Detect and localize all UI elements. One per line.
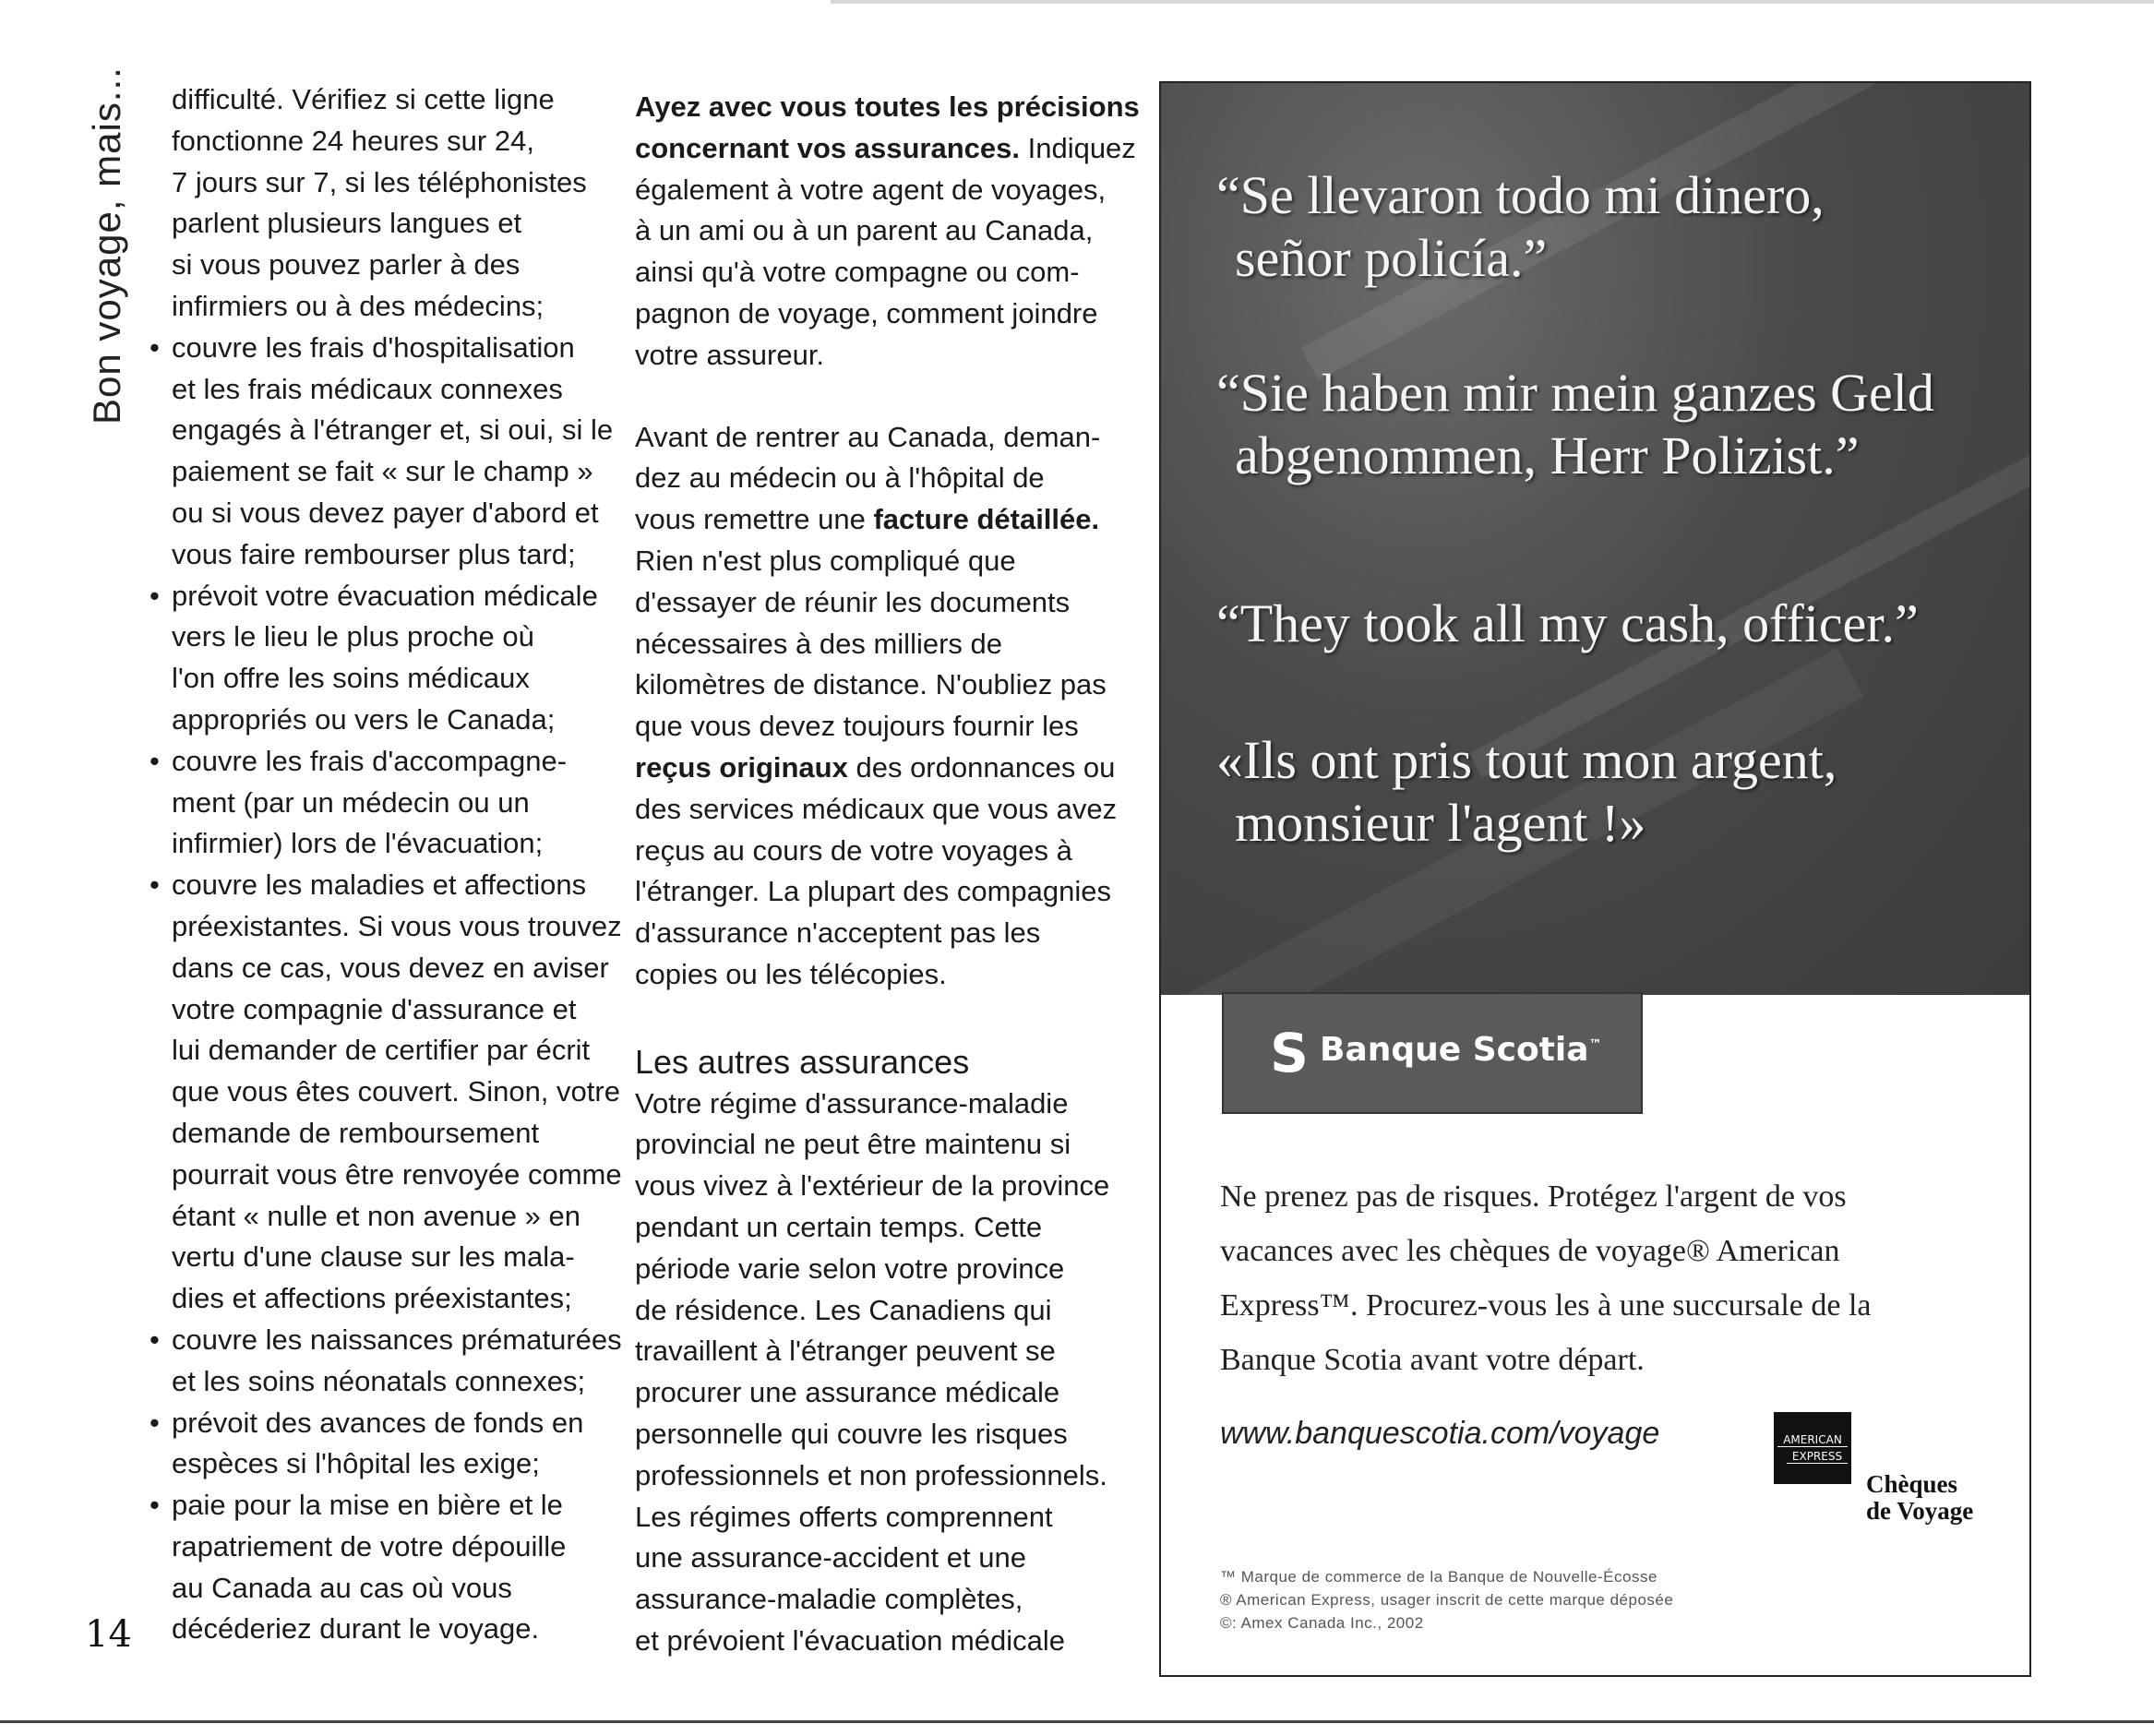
list-item-text: vers le lieu le plus proche où [172,620,534,653]
text-line [635,541,1064,582]
list-item-text: pourrait vous être renvoyée comme [172,1157,622,1191]
text-line: une assurance-accident et une [635,1541,1026,1574]
page-number: 14 [85,1613,132,1656]
ad-copy-line: Express™. Procurez-vous les à une succursale de la [1220,1288,1872,1323]
list-item-text: ou si vous devez payer d'abord et [172,496,599,529]
scotia-s-icon: S [1270,1022,1309,1084]
top-rule [831,0,2154,4]
text-line: infirmiers ou à des médecins; [172,289,544,322]
bullet-icon: • [150,744,160,777]
plain-text: votre assureur. [635,338,825,371]
text-line [635,252,1080,293]
list-item-text: espèces si l'hôpital les exige; [172,1447,540,1480]
list-item-text: que vous êtes couvert. Sinon, votre [172,1075,620,1108]
text-line: de résidence. Les Canadiens qui [635,1293,1052,1326]
list-item-line [172,948,609,989]
bullet-icon: • [150,579,160,612]
text-line: assurance-maladie complètes, [635,1583,1023,1616]
fine-print-line: ©: Amex Canada Inc., 2002 [1220,1614,1424,1632]
text-line [635,210,1094,252]
plain-text: à un ami ou à un parent au Canada, [635,214,1094,247]
list-item-line [150,576,605,617]
text-line: personnelle qui couvre les risques [635,1417,1068,1450]
list-item-line [172,1526,605,1568]
text-line [635,170,1107,211]
list-item-line [172,617,605,658]
plain-text: l'étranger. La plupart des compagnies [635,875,1112,908]
list-item-text: paie pour la mise en bière et le [172,1489,563,1522]
plain-text: ainsi qu'à votre compagne ou com- [635,256,1080,289]
text-line [635,335,1064,377]
text-line [635,706,1079,748]
bold-text: concernant vos assurances. [635,131,1020,164]
list-item-line [172,1072,620,1113]
list-item-text: couvre les maladies et affections [172,868,587,902]
ad-quote-line: «Ils ont pris tout mon argent, [1216,730,1837,790]
list-item-line [172,369,605,411]
list-item-text: vous faire rembourser plus tard; [172,537,576,570]
text-line [635,664,1107,706]
text-line [635,293,1098,335]
list-item-text: couvre les frais d'hospitalisation [172,330,575,364]
list-item-line [172,906,622,948]
list-item-line [172,534,605,576]
banque-scotia-logo [1222,992,1643,1114]
text-line [635,87,1140,128]
text-line [635,458,1064,499]
plain-text: des ordonnances ou [847,750,1116,784]
bold-text: reçus originaux [635,750,848,784]
ad-quote-line: “They took all my cash, officer.” [1216,593,1919,653]
section-heading: Les autres assurances [635,1042,970,1081]
ad-quote-line: “Sie haben mir mein ganzes Geld [1216,363,1934,423]
list-item-line [172,1361,605,1403]
list-item-line [172,451,605,493]
paragraph-gap [635,377,1064,417]
plain-text: Rien n'est plus compliqué que [635,544,1016,577]
list-item-line [172,1155,622,1196]
list-item-text: prévoit votre évacuation médicale [172,579,598,612]
list-item-text: et les soins néonatals connexes; [172,1364,586,1397]
list-item-text: l'on offre les soins médicaux [172,662,530,695]
list-item-text: au Canada au cas où vous [172,1571,512,1604]
list-item-text: prévoit des avances de fonds en [172,1406,584,1439]
ad-copy-line: vacances avec les chèques de voyage® American [1220,1234,1840,1268]
list-item-line [172,410,614,451]
list-item-line [172,1609,605,1650]
list-item-line [172,1568,605,1610]
ad-quote-line: señor policía.” [1235,228,1548,288]
text-line [635,748,1116,789]
list-item-line [172,1237,605,1278]
list-item-line [172,1443,605,1485]
list-item-text: vertu d'une clause sur les mala- [172,1240,575,1274]
text-line: travaillent à l'étranger peuvent se [635,1335,1056,1368]
list-item-line [172,493,605,534]
bullet-icon: • [150,1406,160,1439]
list-item-line [172,1278,605,1320]
plain-text: que vous devez toujours fournir les [635,710,1079,743]
text-line: 7 jours sur 7, si les téléphonistes [172,165,587,198]
list-item-text: rapatriement de votre dépouille [172,1529,567,1562]
cheques-line2: de Voyage [1866,1497,1974,1525]
list-item-line [150,1320,622,1361]
text-line: vous vivez à l'extérieur de la province [635,1169,1110,1203]
list-item-line [172,700,605,741]
column-left [150,79,622,1650]
text-line [635,417,1101,459]
plain-text: d'assurance n'acceptent pas les [635,916,1041,950]
text-line [635,624,1064,665]
list-item-text: décéderiez durant le voyage. [172,1612,540,1646]
text-line: professionnels et non professionnels. [635,1458,1107,1491]
text-line: procurer une assurance médicale [635,1376,1060,1409]
running-title: Bon voyage, mais... [85,66,128,425]
cheques-de-voyage-label [1866,1471,1973,1525]
list-item-text: lui demander de certifier par écrit [172,1034,591,1067]
list-item-line [172,1196,605,1238]
list-item-text: dies et affections préexistantes; [172,1282,572,1315]
list-item-line [150,328,605,369]
list-item-text: engagés à l'étranger et, si oui, si le [172,413,614,447]
text-line: fonctionne 24 heures sur 24, [172,124,534,157]
ad-photo [1161,83,2029,995]
amex-logo-line2: EXPRESS [1787,1451,1848,1464]
list-item-line [150,1403,605,1444]
plain-text: kilomètres de distance. N'oubliez pas [635,668,1107,701]
text-line: Les régimes offerts comprennent [635,1500,1053,1533]
ad-quote-line: abgenommen, Herr Polizist.” [1235,425,1860,485]
amex-logo-line1: AMERICAN [1777,1412,1848,1447]
fine-print-line: ™ Marque de commerce de la Banque de Nouvelle-Écosse [1220,1568,1657,1586]
text-line: pendant un certain temps. Cette [635,1210,1043,1243]
text-line: provincial ne peut être maintenu si [635,1128,1071,1161]
list-item-line [172,783,605,824]
ad-copy [1220,1169,1995,1387]
text-line: et prévoient l'évacuation médicale [635,1623,1066,1657]
list-item-line [150,741,605,783]
cheques-line1: Chèques [1866,1470,1958,1498]
plain-text: des services médicaux que vous avez [635,792,1118,825]
plain-text: dez au médecin ou à l'hôpital de [635,461,1045,495]
text-line: période varie selon votre province [635,1251,1065,1285]
list-item-line [172,989,605,1031]
plain-text: Avant de rentrer au Canada, deman- [635,420,1101,453]
american-express-logo [1774,1412,1851,1484]
paragraph-gap [635,996,1064,1036]
bottom-rule [0,1720,2154,1723]
list-item-text: préexistantes. Si vous vous trouvez [172,909,622,942]
bold-text: Ayez avec vous toutes les précisions [635,90,1140,123]
ad-quote-line: monsieur l'agent !» [1235,793,1646,853]
bullet-icon: • [150,868,160,902]
plain-text: également à votre agent de voyages, [635,173,1107,206]
list-item-text: couvre les naissances prématurées [172,1323,622,1356]
plain-text: nécessaires à des milliers de [635,627,1003,660]
plain-text: reçus au cours de votre voyages à [635,833,1072,867]
text-line [635,871,1112,913]
text-line [635,789,1118,831]
bullet-icon: • [150,1489,160,1522]
ad-copy-line: Ne prenez pas de risques. Protégez l'argent de vos [1220,1179,1847,1214]
plain-text: Indiquez [1019,131,1136,164]
list-item-text: couvre les frais d'accompagne- [172,744,568,777]
list-item-text: paiement se fait « sur le champ » [172,455,593,488]
scotiabank-advertisement [1159,81,2031,1677]
text-line [635,831,1072,872]
fine-print [1220,1565,1673,1634]
list-item-text: ment (par un médecin ou un [172,785,530,819]
bullet-icon: • [150,1323,160,1356]
list-item-line [150,865,605,906]
text-line: Votre régime d'assurance-maladie [635,1086,1069,1119]
ad-quote-line: “Se llevaron todo mi dinero, [1216,165,1825,225]
bold-text: facture détaillée. [873,503,1100,536]
list-item-line [172,1113,605,1155]
column-middle [635,87,1140,1662]
text-line: si vous pouvez parler à des [172,248,521,281]
text-line: difficulté. Vérifiez si cette ligne [172,83,555,115]
plain-text: pagnon de voyage, comment joindre [635,296,1098,329]
plain-text: vous remettre une [635,503,874,536]
list-item-text: demande de remboursement [172,1116,540,1149]
text-line [635,128,1136,170]
list-item-text: infirmier) lors de l'évacuation; [172,827,544,860]
list-item-text: étant « nulle et non avenue » en [172,1199,580,1232]
list-item-line [150,1485,605,1526]
ad-url: www.banquescotia.com/voyage [1220,1416,1660,1451]
plain-text: d'essayer de réunir les documents [635,585,1071,618]
logo-trademark: ™ [1588,1037,1602,1052]
list-item-text: appropriés ou vers le Canada; [172,702,556,736]
bullet-icon: • [150,330,160,364]
logo-text: Banque Scotia [1320,1031,1589,1069]
list-item-text: et les frais médicaux connexes [172,372,563,405]
plain-text: copies ou les télécopies. [635,957,947,990]
text-line [635,913,1064,954]
ad-copy-line: Banque Scotia avant votre départ. [1220,1343,1645,1377]
fine-print-line: ® American Express, usager inscrit de cette marque déposée [1220,1591,1674,1609]
list-item-line [172,823,605,865]
text-line [635,499,1100,541]
text-line [635,954,1064,996]
list-item-text: votre compagnie d'assurance et [172,992,577,1025]
list-item-line [172,1030,605,1072]
list-item-line [172,658,605,700]
text-line: parlent plusieurs langues et [172,207,522,240]
list-item-text: dans ce cas, vous devez en aviser [172,951,609,984]
text-line [635,582,1071,624]
